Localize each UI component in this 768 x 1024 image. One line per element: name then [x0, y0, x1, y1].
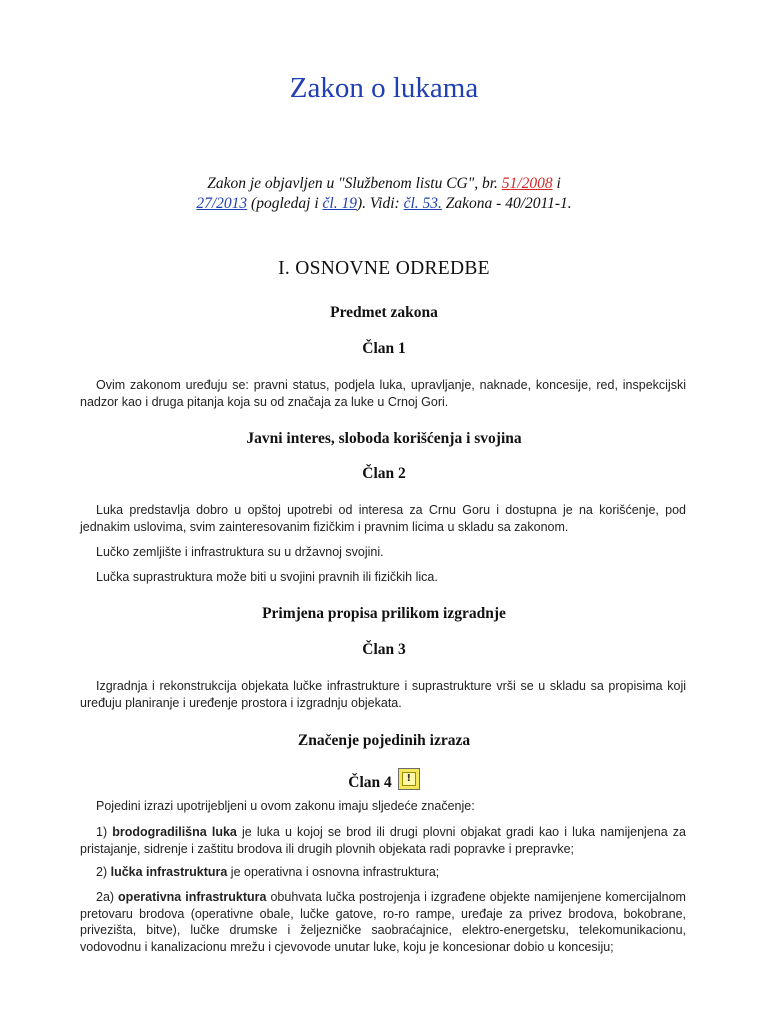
article-3-paragraph: Izgradnja i rekonstrukcija objekata lučke infrastrukture i suprastrukture vrši se u skladu sa propisima koji uređuju planiranje i uređenje prostora i izgradnju objekata. [80, 679, 686, 710]
article-4-item-1 [80, 824, 686, 857]
article-4-item-2 [80, 864, 686, 881]
page-title: Zakon o lukama [289, 72, 479, 104]
amendment-note-icon[interactable]: ! [398, 768, 420, 790]
note-text-5: Zakona - 40/2011-1. [445, 195, 572, 212]
defined-term: operativna infrastruktura [118, 890, 267, 904]
defined-term: lučka infrastruktura [110, 865, 228, 879]
article-link-19[interactable]: čl. 19 [322, 195, 357, 212]
item-number: 2) [96, 865, 108, 879]
article-4-item-2a [80, 889, 686, 955]
section-heading-znacenje: Značenje pojedinih izraza [297, 732, 471, 749]
article-2-paragraph-3: Lučka suprastruktura može biti u svojini pravnih ili fizičkih lica. [96, 570, 438, 584]
item-number: 1) [96, 825, 108, 839]
article-heading-4-row [0, 768, 768, 792]
item-text: je luka u kojoj se brod ili drugi plovni objakat gradi kao i luka namijenjena za pristajanje, sidrenje i zaštitu brodova ili drugih plovnih objekata radi popravke i prepravke; [80, 825, 686, 856]
article-1-paragraph: Ovim zakonom uređuju se: pravni status, podjela luka, upravljanje, naknade, koncesije, red, inspekcijski nadzor kao i druga pitanja koja su od značaja za luke u Crnoj Gori. [80, 378, 686, 409]
item-text: je operativna i osnovna infrastruktura; [227, 865, 440, 879]
article-heading-1: Član 1 [362, 340, 406, 357]
defined-term: brodogradilišna luka [112, 825, 237, 839]
section-heading-javni-interes: Javni interes, sloboda korišćenja i svojina [246, 430, 522, 447]
gazette-link-51-2008[interactable]: 51/2008 [501, 175, 553, 192]
note-text-3: (pogledaj i [251, 195, 319, 212]
note-text-4: ). Vidi: [356, 195, 400, 212]
chapter-heading: I. OSNOVNE ODREDBE [278, 258, 490, 279]
note-text-2: i [556, 175, 561, 192]
article-2-paragraph-1: Luka predstavlja dobro u opštoj upotrebi od interesa za Crnu Goru i dostupna je na korišćenje, pod jednakim uslovima, svim zainteresovanim fizičkim i pravnim licima u skladu sa zakonom. [80, 503, 686, 534]
section-heading-predmet: Predmet zakona [330, 304, 438, 321]
article-4-intro: Pojedini izrazi upotrijebljeni u ovom zakonu imaju sljedeće značenje: [96, 799, 475, 813]
note-text-1: Zakon je objavljen u "Službenom listu CG", br. [207, 175, 498, 192]
publication-note [80, 174, 688, 214]
article-heading-3: Član 3 [362, 641, 406, 658]
article-heading-2: Član 2 [362, 465, 406, 482]
gazette-link-27-2013[interactable]: 27/2013 [196, 195, 248, 212]
article-2-paragraph-2: Lučko zemljište i infrastruktura su u državnoj svojini. [96, 545, 384, 559]
item-text: obuhvata lučka postrojenja i izgrađene objekte namijenjene komercijalnom pretovaru brodova (operativne obale, lučke gatove, ro-ro rampe, uređaje za privez brodova, bokobrane, privezišta, bitve), lučke drumske i željezničke saobraćajnice, elektro-energetsku, telekomunikacionu, vodovodnu i kanalizacionu mrežu i cjevovode unutar luke, koju je koncesionar dobio u koncesiju; [80, 890, 686, 954]
article-heading-4: Član 4 [348, 774, 392, 791]
section-heading-primjena: Primjena propisa prilikom izgradnje [262, 605, 506, 622]
article-link-53[interactable]: čl. 53. [403, 195, 442, 212]
item-number: 2a) [96, 890, 115, 904]
